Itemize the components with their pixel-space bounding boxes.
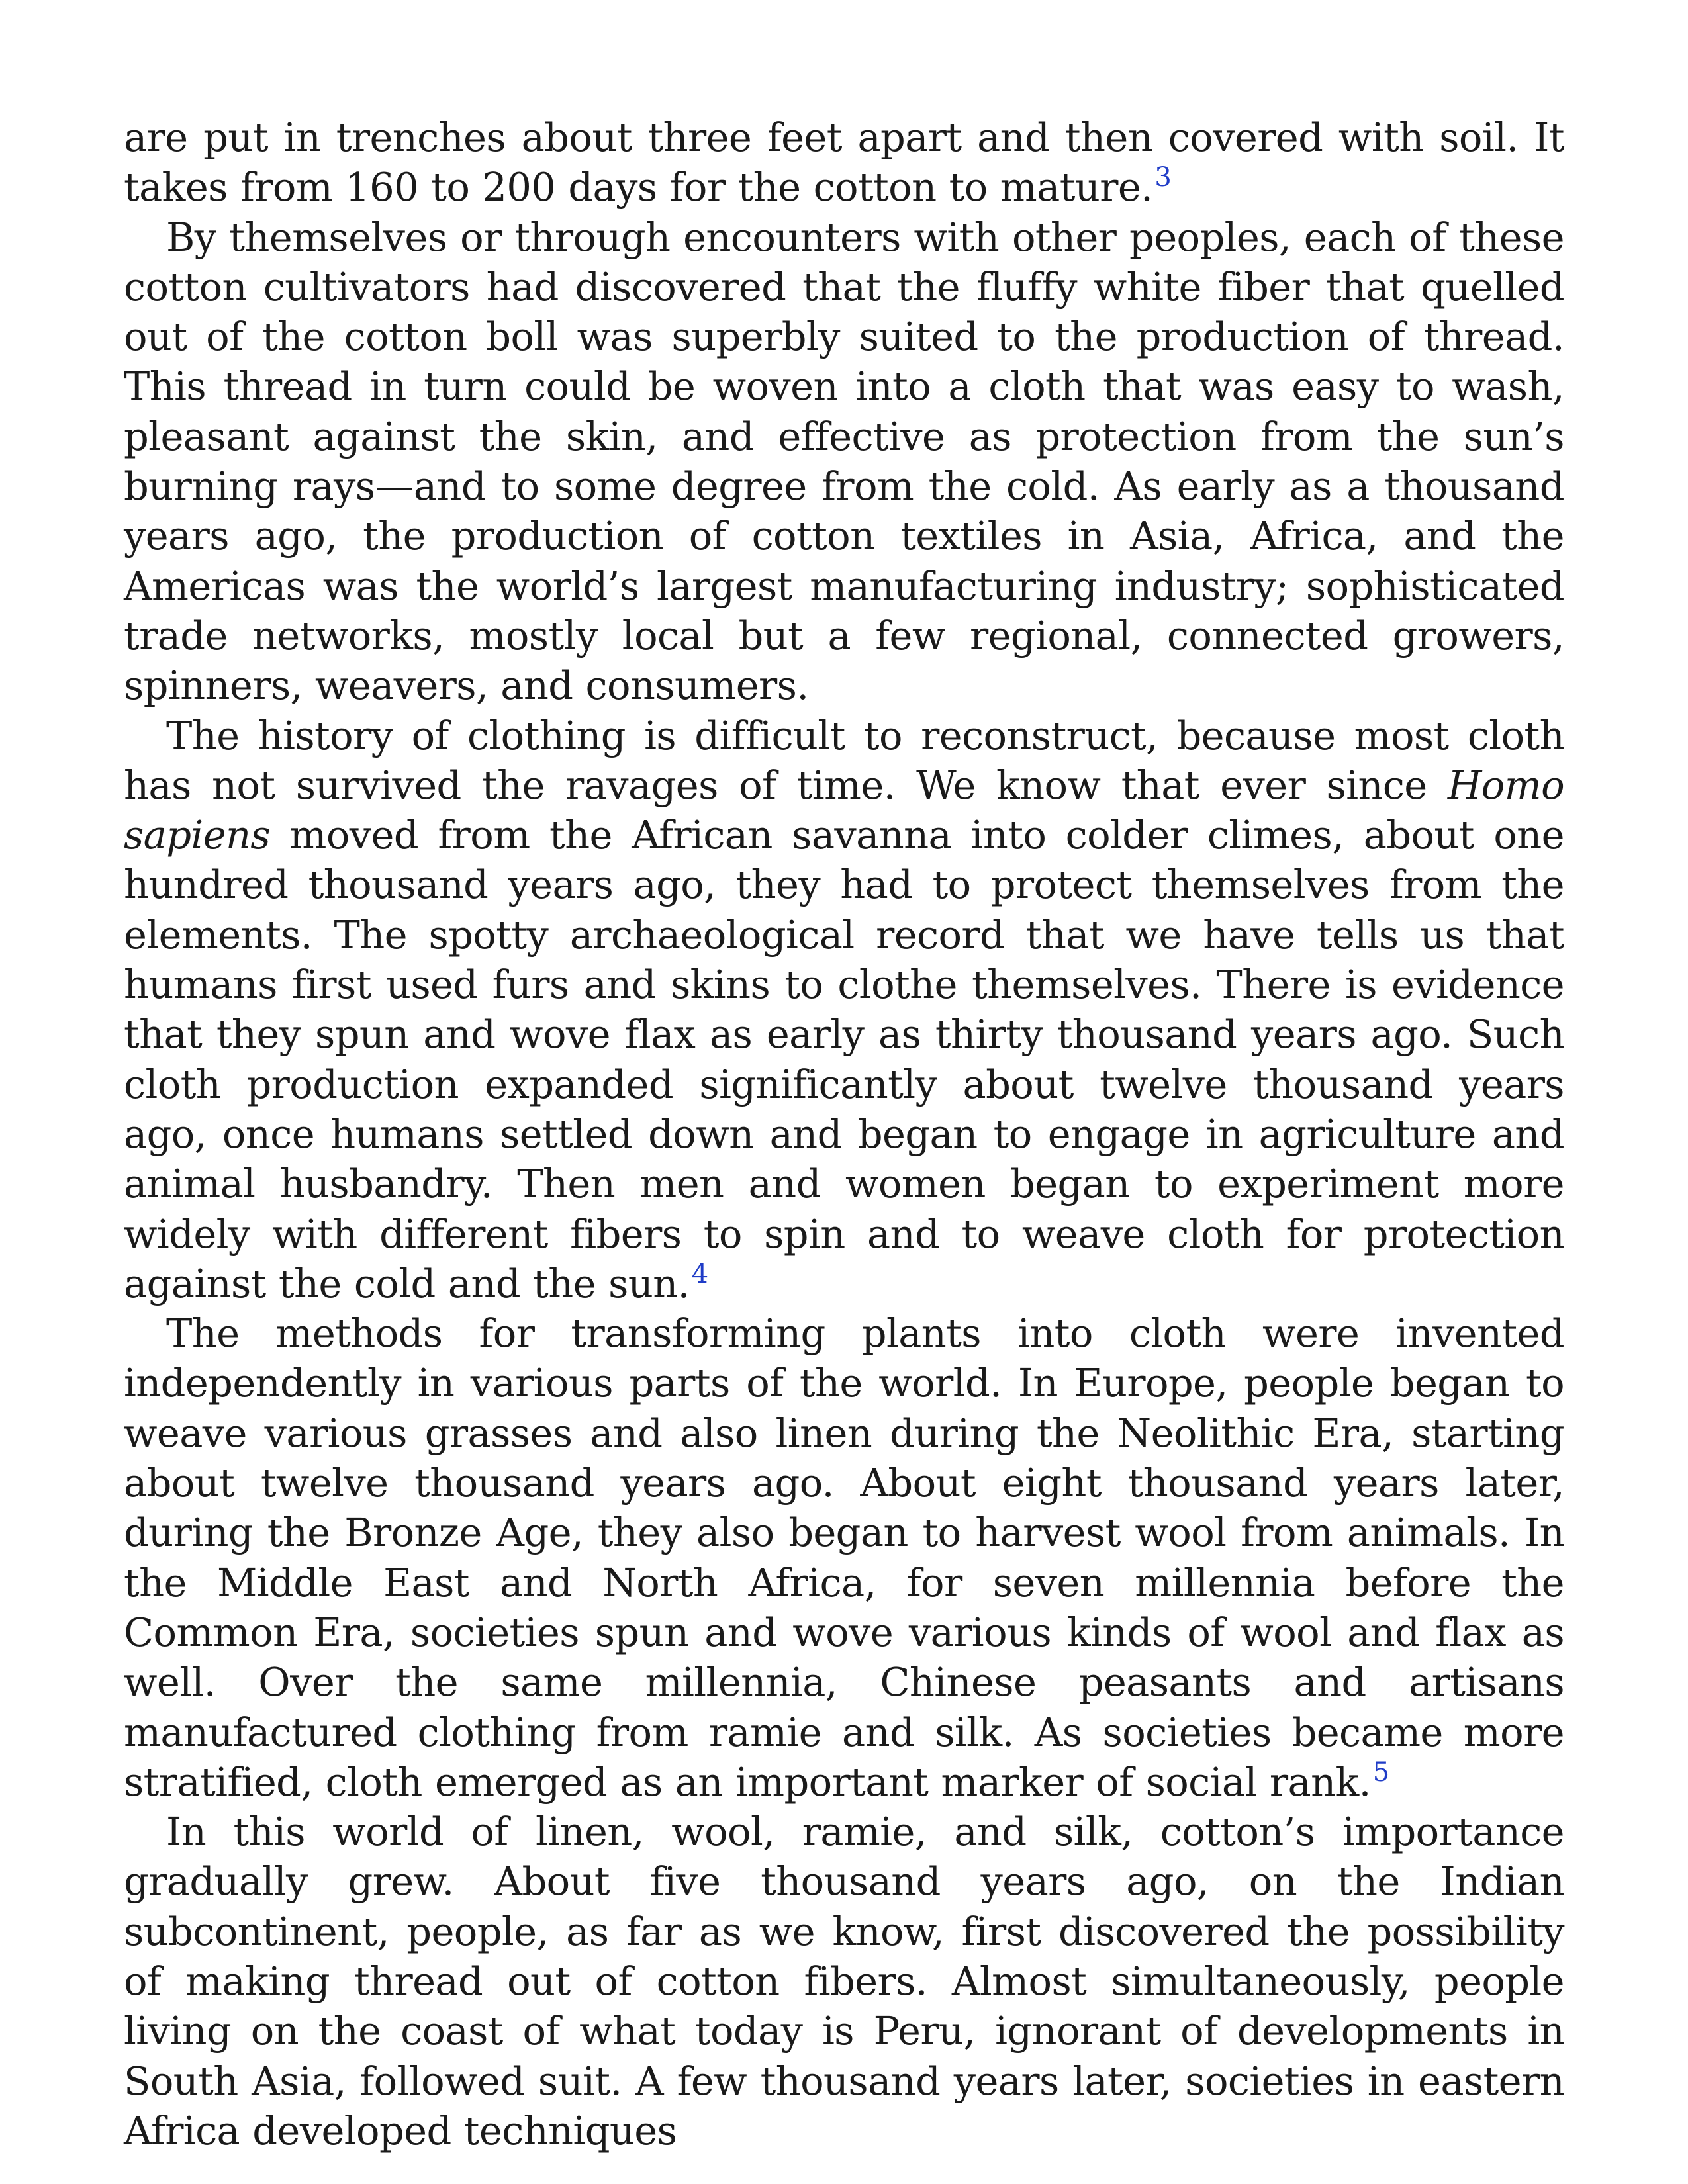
paragraph-text: By themselves or through encounters with other peoples, each of these cotton cultivators had discovered that the fluffy white fiber that quelled out of the cotton boll was superbly suited to the production of thread. This thread in turn could be woven into a cloth that was easy to wash, pleasant against the skin, and effective as protection from the sun’s burning rays—and to some degree from the cold. As early as a thousand years ago, the production of cotton textiles in Asia, Africa, and the Americas was the world’s largest manufacturing industry; sophisticated trade networks, mostly local but a few regional, connected growers, spinners, weavers, and consumers. — [124, 214, 1564, 709]
footnote-link[interactable]: 3 — [1154, 162, 1172, 193]
paragraph-text: The methods for transforming plants into cloth were invented independently in various parts of the world. In Europe, people began to weave various grasses and also linen during the Neolithic Era, starting about twelve thousand years ago. About eight thousand years later, during the Bronze Age, they also began to harvest wool from animals. In the Middle East and North Africa, for seven millennia before the Common Era, societies spun and wove various kinds of wool and flax as well. Over the same millennia, Chinese peasants and artisans manufactured clothing from ramie and silk. As societies became more stratified, cloth emerged as an important marker of social rank. — [124, 1310, 1564, 1805]
italic-term: Homo sapiens — [124, 762, 1564, 858]
paragraph — [124, 212, 1564, 711]
footnote-link[interactable]: 5 — [1372, 1756, 1390, 1788]
paragraph-continuation — [124, 113, 1564, 212]
paragraph-text: are put in trenches about three feet apart and then covered with soil. It takes from 160 to 200 days for the cotton to mature. — [124, 114, 1564, 210]
paragraph — [124, 711, 1564, 1309]
footnote-link[interactable]: 4 — [691, 1258, 709, 1289]
book-page — [124, 113, 1564, 2156]
paragraph — [124, 1807, 1564, 2156]
paragraph-text: The history of clothing is difficult to reconstruct, because most cloth has not survived the ravages of time. We know that ever since — [124, 712, 1564, 808]
paragraph-text: In this world of linen, wool, ramie, and silk, cotton’s importance gradually grew. About five thousand years ago, on the Indian subcontinent, people, as far as we know, first discovered the possibility of making thread out of cotton fibers. Almost simultaneously, people living on the coast of what today is Peru, ignorant of developments in South Asia, followed suit. A few thousand years later, societies in eastern Africa developed techniques — [124, 1809, 1564, 2154]
paragraph-text: moved from the African savanna into colder climes, about one hundred thousand years ago, they had to protect themselves from the elements. The spotty archaeological record that we have tells us that humans first used furs and skins to clothe themselves. There is evidence that they spun and wove flax as early as thirty thousand years ago. Such cloth production expanded significantly about twelve thousand years ago, once humans settled down and began to engage in agriculture and animal husbandry. Then men and women began to experiment more widely with different fibers to spin and to weave cloth for protection against the cold and the sun. — [124, 812, 1564, 1306]
paragraph — [124, 1308, 1564, 1807]
